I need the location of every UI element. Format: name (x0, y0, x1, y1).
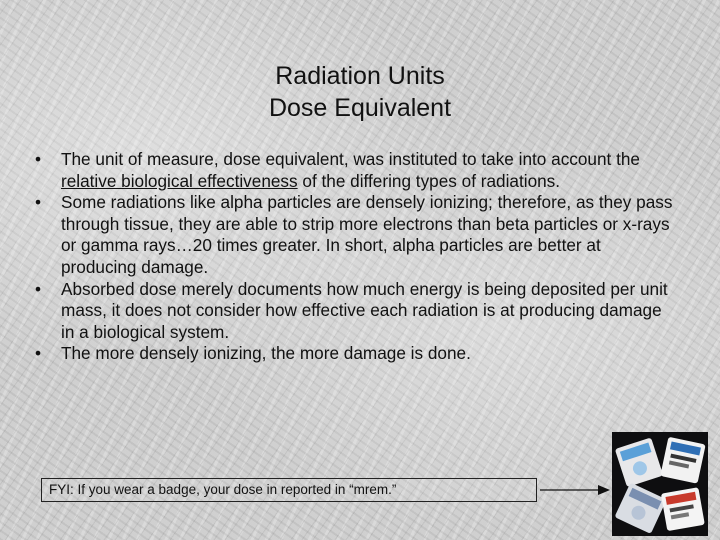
bullet-icon: • (34, 149, 42, 169)
bullet-text: The more densely ionizing, the more damage is done. (61, 343, 471, 364)
bullet-icon: • (34, 343, 42, 364)
title-line-1: Radiation Units (275, 62, 445, 90)
bullet-list (28, 149, 678, 365)
bullet-text: Absorbed dose merely documents how much energy is being deposited per unit mass, it does not consider how effective each radiation is at producing damage in a biological system. (61, 278, 668, 342)
underlined-term: relative biological effectiveness (61, 170, 298, 191)
bullet-text-pre: The unit of measure, dose equivalent, was instituted to take into account the (61, 149, 640, 169)
bullet-icon: • (34, 192, 42, 213)
bullet-item (28, 279, 678, 344)
title-line-2: Dose Equivalent (268, 94, 452, 122)
right-arrow-icon (540, 482, 610, 498)
bullet-text-post: of the differing types of radiations. (297, 170, 561, 191)
slide-title (0, 60, 720, 124)
bullet-item (28, 343, 678, 365)
fyi-box: FYI: If you wear a badge, your dose in reported in “mrem.” (41, 478, 537, 502)
bullet-item (28, 149, 678, 192)
bullet-item (28, 192, 678, 278)
dosimeter-badge-photo (612, 432, 708, 536)
bullet-text: Some radiations like alpha particles are densely ionizing; therefore, as they pass through tissue, they are able to strip more electrons than beta particles or x-rays or gamma rays…20 times greater. In short, alpha particles are better at producing damage. (61, 192, 673, 277)
bullet-icon: • (34, 278, 42, 299)
